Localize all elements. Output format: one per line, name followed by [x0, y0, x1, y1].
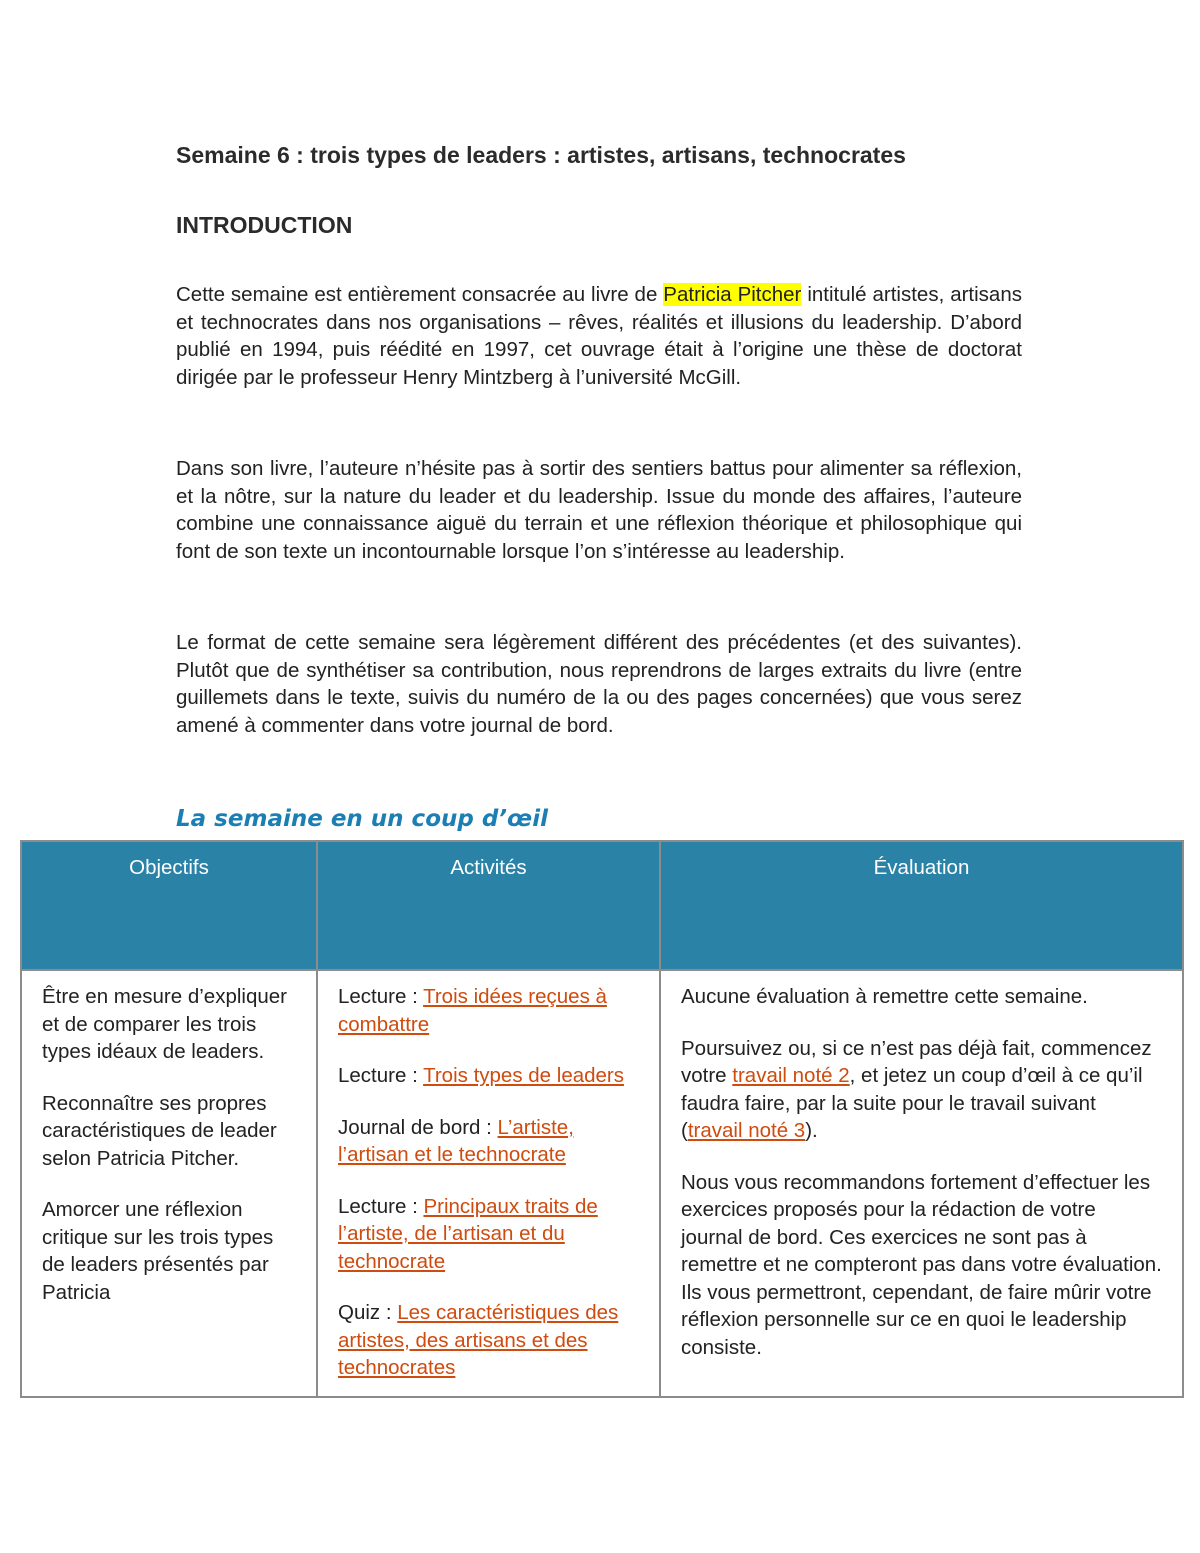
objective-item: Reconnaître ses propres caractéristiques de leader selon Patricia Pitcher.	[42, 1091, 277, 1170]
activity-link[interactable]: Trois idées reçues à combattre	[338, 985, 607, 1036]
intro-p1-text-before: Cette semaine est entièrement consacrée au livre de	[176, 283, 664, 306]
header-objectives: Objectifs	[21, 841, 317, 970]
activity-item	[338, 983, 639, 1038]
activity-type-label: Lecture :	[338, 1194, 424, 1218]
intro-paragraph-1	[176, 281, 1022, 391]
table-header-row	[21, 841, 1183, 970]
activity-item	[338, 1114, 639, 1169]
activities-cell	[317, 970, 660, 1397]
activity-item	[338, 1193, 639, 1276]
assignment-2-link[interactable]: travail noté 2	[732, 1064, 850, 1087]
intro-paragraph-3: Le format de cette semaine sera légèrement différent des précédentes (et des suivantes). Plutôt que de synthétiser sa contribution, nous reprendrons de larges extraits du livre (entre guillemets dans le texte, suivis du numéro de la ou des pages concernées) que vous serez amené à commenter dans votre journal de bord.	[176, 631, 1022, 737]
activity-type-label: Quiz :	[338, 1301, 398, 1324]
evaluation-text: ).	[805, 1119, 818, 1142]
activity-type-label: Lecture :	[338, 985, 424, 1008]
assignment-3-link[interactable]: travail noté 3	[687, 1119, 806, 1142]
activity-item	[338, 1299, 639, 1382]
header-activities: Activités	[317, 841, 660, 970]
intro-paragraph-2: Dans son livre, l’auteure n’hésite pas à sortir des sentiers battus pour alimenter sa réflexion, et la nôtre, sur la nature du leader et du leadership. Issue du monde des affaires, l’auteure combine une connaissance aiguë du terrain et une réflexion théorique et philosophique qui font de son texte un incontournable lorsque l’on s’intéresse au leadership.	[176, 457, 1022, 563]
activity-link[interactable]: Trois types de leaders	[423, 1064, 625, 1087]
activity-link[interactable]: Les caractéristiques des artistes, des artisans et des technocrates	[338, 1301, 619, 1379]
page-title: Semaine 6 : trois types de leaders : artistes, artisans, technocrates	[176, 142, 906, 168]
objectives-cell	[21, 970, 317, 1397]
week-overview-table	[20, 840, 1184, 1398]
activity-link[interactable]: L’artiste, l’artisan et le technocrate	[338, 1115, 574, 1166]
evaluation-item	[681, 1035, 1162, 1145]
evaluation-item: Aucune évaluation à remettre cette semaine.	[681, 985, 1088, 1008]
week-overview-heading: La semaine en un coup d’œil	[176, 806, 548, 832]
activity-type-label: Journal de bord :	[338, 1115, 498, 1139]
activity-type-label: Lecture :	[338, 1064, 424, 1087]
activity-link[interactable]: Principaux traits de l’artiste, de l’artisan et du technocrate	[338, 1194, 598, 1273]
introduction-heading: INTRODUCTION	[176, 212, 353, 238]
table-row	[21, 970, 1183, 1397]
objective-item: Amorcer une réflexion critique sur les trois types de leaders présentés par Patricia	[42, 1198, 274, 1304]
evaluation-text: , et jetez un coup d’œil à ce qu’il faudra faire, par la suite pour le travail suivant (	[681, 1064, 1143, 1142]
evaluation-item: Nous vous recommandons fortement d’effectuer les exercices proposés pour la rédaction de votre journal de bord. Ces exercices ne sont pas à remettre et ne compteront pas dans votre évaluation. Ils vous permettront, cependant, de faire mûrir votre réflexion personnelle sur ce en quoi le leadership consiste.	[681, 1170, 1162, 1359]
evaluation-text: Poursuivez ou, si ce n’est pas déjà fait, commencez votre	[681, 1036, 1152, 1087]
evaluation-cell	[660, 970, 1183, 1397]
intro-p1-text-after: intitulé artistes, artisans et technocrates dans nos organisations – rêves, réalités et illusions du leadership. D’abord publié en 1994, puis réédité en 1997, cet ouvrage était à l’origine une thèse de doctorat dirigée par le professeur Henry Mintzberg à l’université McGill.	[176, 283, 1022, 389]
author-name-highlight: Patricia Pitcher	[663, 283, 802, 306]
header-evaluation: Évaluation	[660, 841, 1183, 970]
activity-item	[338, 1062, 639, 1090]
objective-item: Être en mesure d’expliquer et de comparer les trois types idéaux de leaders.	[42, 985, 287, 1063]
